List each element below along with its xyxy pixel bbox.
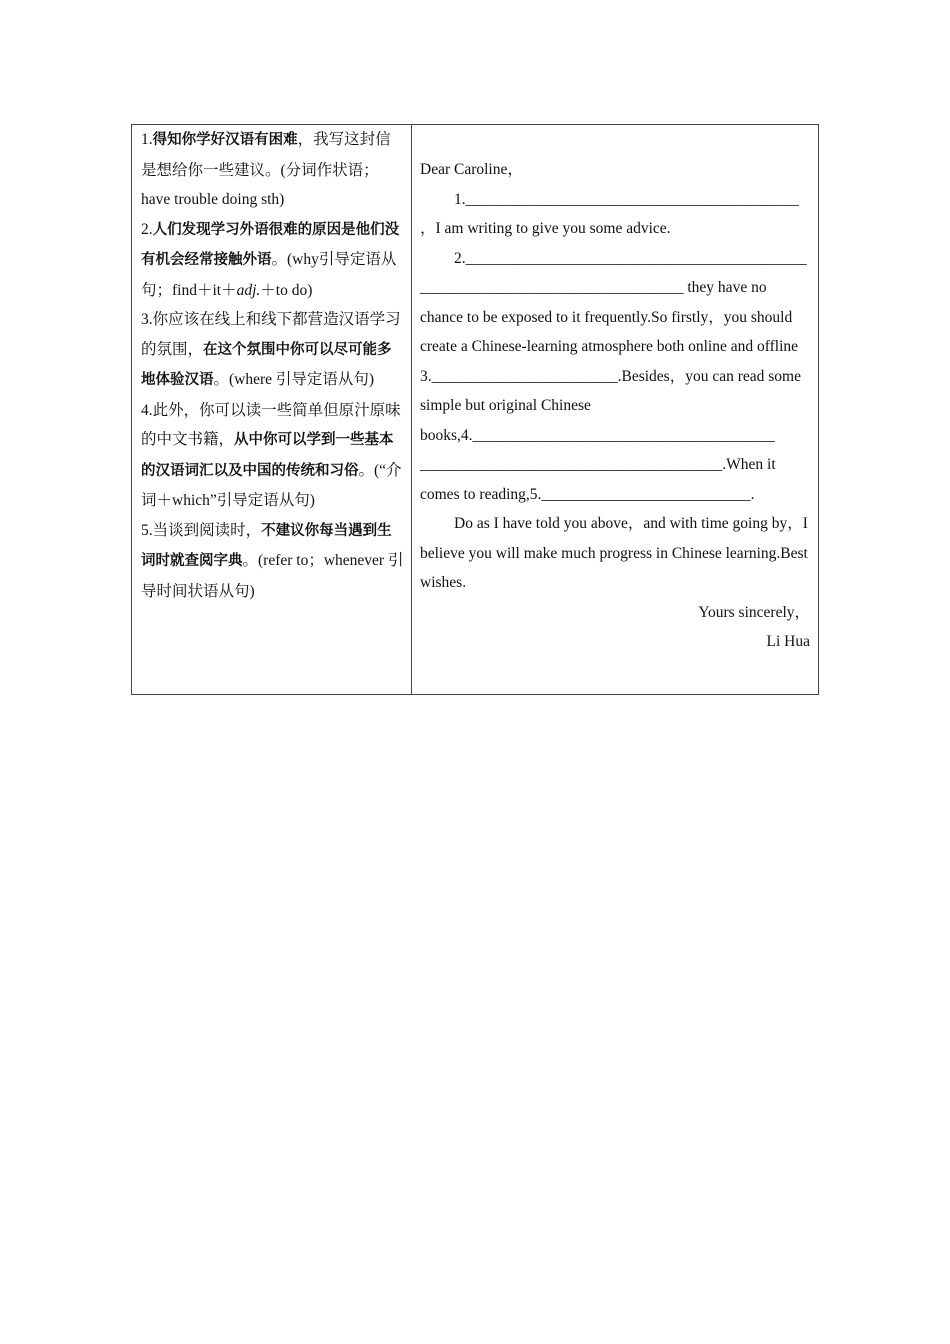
item-lead-text: 此外，你可以读一些简单但原汁原味的中文书籍， <box>141 401 401 448</box>
item-number: 4. <box>141 401 153 419</box>
item-hint-italic: adj. <box>236 281 261 299</box>
prompt-item-3 <box>141 305 405 396</box>
item-hint: 。(why引导定语从句；find＋it＋ <box>141 251 397 299</box>
item-number: 2. <box>141 220 153 238</box>
letter-line-1-continuation: ，I am writing to give you some advice. <box>420 220 671 237</box>
letter-signature: Li Hua <box>766 633 810 650</box>
letter-body-continuation: _______________________________________.When it comes to reading,5.___________________________. <box>420 456 776 503</box>
item-number: 5. <box>141 521 153 539</box>
item-number: 1. <box>141 131 153 148</box>
item-bold-text: 从中你可以学到一些基本的汉语词汇以及中国的传统和习俗 <box>141 432 394 479</box>
item-hint: 。(“介词＋which”引导定语从句) <box>141 461 402 509</box>
letter-closing: Yours sincerely， <box>698 603 810 621</box>
blank-line-1: 1.___________________________________________ <box>454 190 799 208</box>
item-hint: ，我写这封信是想给你一些建议。(分词作状语；have trouble doing sth) <box>141 131 391 208</box>
blank-line-2: 2.____________________________________________ <box>454 249 807 267</box>
item-lead-text: 你应该在线上和线下都营造汉语学习的氛围， <box>141 311 401 358</box>
letter-greeting: Dear Caroline， <box>420 161 523 178</box>
prompt-item-2 <box>141 215 405 306</box>
prompt-column <box>132 125 412 694</box>
item-bold-text: 人们发现学习外语很难的原因是他们没有机会经常接触外语 <box>141 221 400 268</box>
item-hint-tail: ＋to do) <box>260 281 313 299</box>
item-bold-text: 在这个氛围中你可以尽可能多地体验汉语 <box>141 341 392 388</box>
prompt-item-4 <box>141 396 405 516</box>
item-hint: 。(refer to；whenever 引导时间状语从句) <box>141 552 404 600</box>
item-bold-text: 不建议你每当遇到生词时就查阅字典 <box>141 522 392 569</box>
letter-body-paragraph: __________________________________ they have no chance to be exposed to it frequently.So firstly，you should create a Chinese-learning atmosphere both online and offline 3.________________________.Besides，you can read some simple but original Chinese books,4._______________________________________ <box>420 279 801 444</box>
letter-column <box>412 125 818 694</box>
item-hint: 。(where 引导定语从句) <box>213 371 375 388</box>
item-lead-text: 当谈到阅读时， <box>152 521 262 539</box>
exercise-table <box>131 124 819 695</box>
letter-closing-paragraph: Do as I have told you above，and with time going by，I believe you will make much progress in Chinese learning.Best wishes. <box>420 515 808 591</box>
item-number: 3. <box>141 311 153 328</box>
prompt-item-5 <box>141 516 405 607</box>
item-bold-text: 得知你学好汉语有困难 <box>152 132 298 148</box>
prompt-item-1 <box>141 125 405 215</box>
